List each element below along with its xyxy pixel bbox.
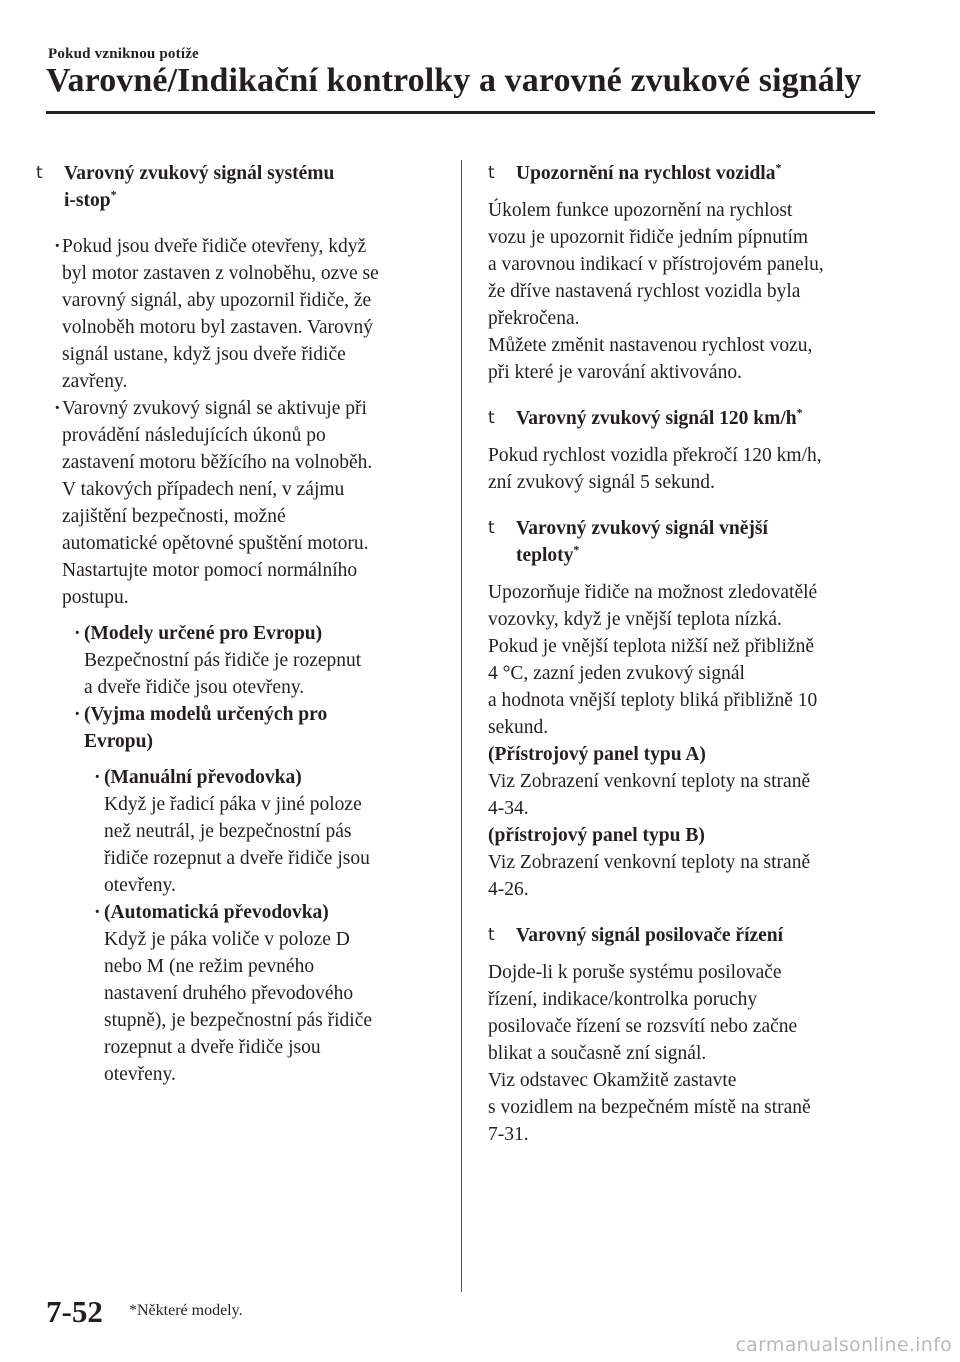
power-steering-heading: t Varovný signál posilovače řízení bbox=[488, 922, 880, 949]
footnote-star: * bbox=[110, 187, 117, 202]
heading-marker-icon: t bbox=[488, 925, 495, 945]
list-item: · (Vyjma modelů určených pro Evropu) bbox=[36, 701, 441, 755]
heading-marker-icon: t bbox=[488, 408, 495, 428]
title-rule bbox=[46, 111, 875, 114]
bullet-dot: · bbox=[74, 623, 81, 644]
bullet-dot: · bbox=[94, 767, 101, 788]
heading-line: i-stop bbox=[64, 190, 111, 211]
footnote-star: * bbox=[796, 405, 803, 420]
paragraph: Úkolem funkce upozornění na rychlost vozu je upozornit řidiče jedním pípnutím a varovnou indikací v přístrojovém panelu, že dříve nastavená rychlost vozidla byla překročena. Můžete změnit nastavenou rychlost vozu, při které je varování aktivováno. bbox=[488, 200, 824, 383]
speed-alert-heading: t Upozornění na rychlost vozidla* bbox=[488, 160, 880, 187]
page-title: Varovné/Indikační kontrolky a varovné zvukové signály bbox=[46, 62, 862, 99]
footnote-star: * bbox=[573, 542, 580, 557]
paragraph: Upozorňuje řidiče na možnost zledovatělé vozovky, když je vnější teplota nízká. Pokud je vnější teplota nižší než přibližně 4 °C, zazní jeden zvukový signál a hodnota vnější teploty bliká přibližně 10 sekund. (Přístrojový panel typu A) Viz Zobrazení venkovní teploty na straně 4-34. (přístrojový panel typu B) Viz Zobrazení venkovní teploty na straně 4-26. bbox=[488, 582, 818, 900]
istop-heading bbox=[36, 160, 441, 214]
bullet-dot: · bbox=[54, 398, 61, 419]
page-number: 7-52 bbox=[46, 1294, 103, 1329]
heading-marker-icon: t bbox=[488, 518, 495, 538]
section-label: Pokud vzniknou potíže bbox=[48, 46, 199, 62]
right-column bbox=[488, 160, 880, 1158]
footnote: *Některé modely. bbox=[129, 1302, 243, 1319]
list-item: · (Modely určené pro Evropu) Bezpečnostní pás řidiče je rozepnut a dveře řidiče jsou otevřeny. bbox=[36, 620, 441, 701]
heading-line: Varovný zvukový signál systému bbox=[64, 163, 335, 184]
left-column bbox=[36, 160, 441, 1088]
bullet-dot: · bbox=[74, 704, 81, 725]
watermark: carmanualsonline.info bbox=[735, 1334, 952, 1356]
outside-temp-heading: t Varovný zvukový signál vnější teploty* bbox=[488, 515, 880, 569]
heading-marker-icon: t bbox=[488, 163, 495, 183]
list-item: · (Automatická převodovka) Když je páka voliče v poloze D nebo M (ne režim pevného nastavení druhého převodového stupně), je bezpečnostní pás řidiče rozepnut a dveře řidiče jsou otevřeny. bbox=[36, 899, 441, 1088]
bullet-dot: · bbox=[54, 236, 61, 257]
list-item: · Varovný zvukový signál se aktivuje při provádění následujících úkonů po zastavení motoru běžícího na volnoběh. V takových případech není, v zájmu zajištění bezpečnosti, možné automatické opětovné spuštění motoru. Nastartujte motor pomocí normálního postupu. bbox=[36, 395, 441, 611]
paragraph: Dojde-li k poruše systému posilovače řízení, indikace/kontrolka poruchy posilovače řízení se rozsvítí nebo začne blikat a současně zní signál. Viz odstavec Okamžitě zastavte s vozidlem na bezpečném místě na straně 7-31. bbox=[488, 962, 811, 1145]
list-item: · Pokud jsou dveře řidiče otevřeny, když byl motor zastaven z volnoběhu, ozve se varovný signál, aby upozornil řidiče, že volnoběh motoru byl zastaven. Varovný signál ustane, když jsou dveře řidiče zavřeny. bbox=[36, 233, 441, 395]
bullet-dot: · bbox=[94, 902, 101, 923]
speed-120-heading: t Varovný zvukový signál 120 km/h* bbox=[488, 405, 880, 432]
footnote-star: * bbox=[775, 160, 782, 175]
heading-marker-icon: t bbox=[36, 163, 43, 183]
paragraph: Pokud rychlost vozidla překročí 120 km/h, zní zvukový signál 5 sekund. bbox=[488, 445, 822, 493]
list-item: · (Manuální převodovka) Když je řadicí páka v jiné poloze než neutrál, je bezpečnostní pás řidiče rozepnut a dveře řidiče jsou otevřeny. bbox=[36, 764, 441, 899]
column-divider bbox=[461, 160, 462, 1292]
